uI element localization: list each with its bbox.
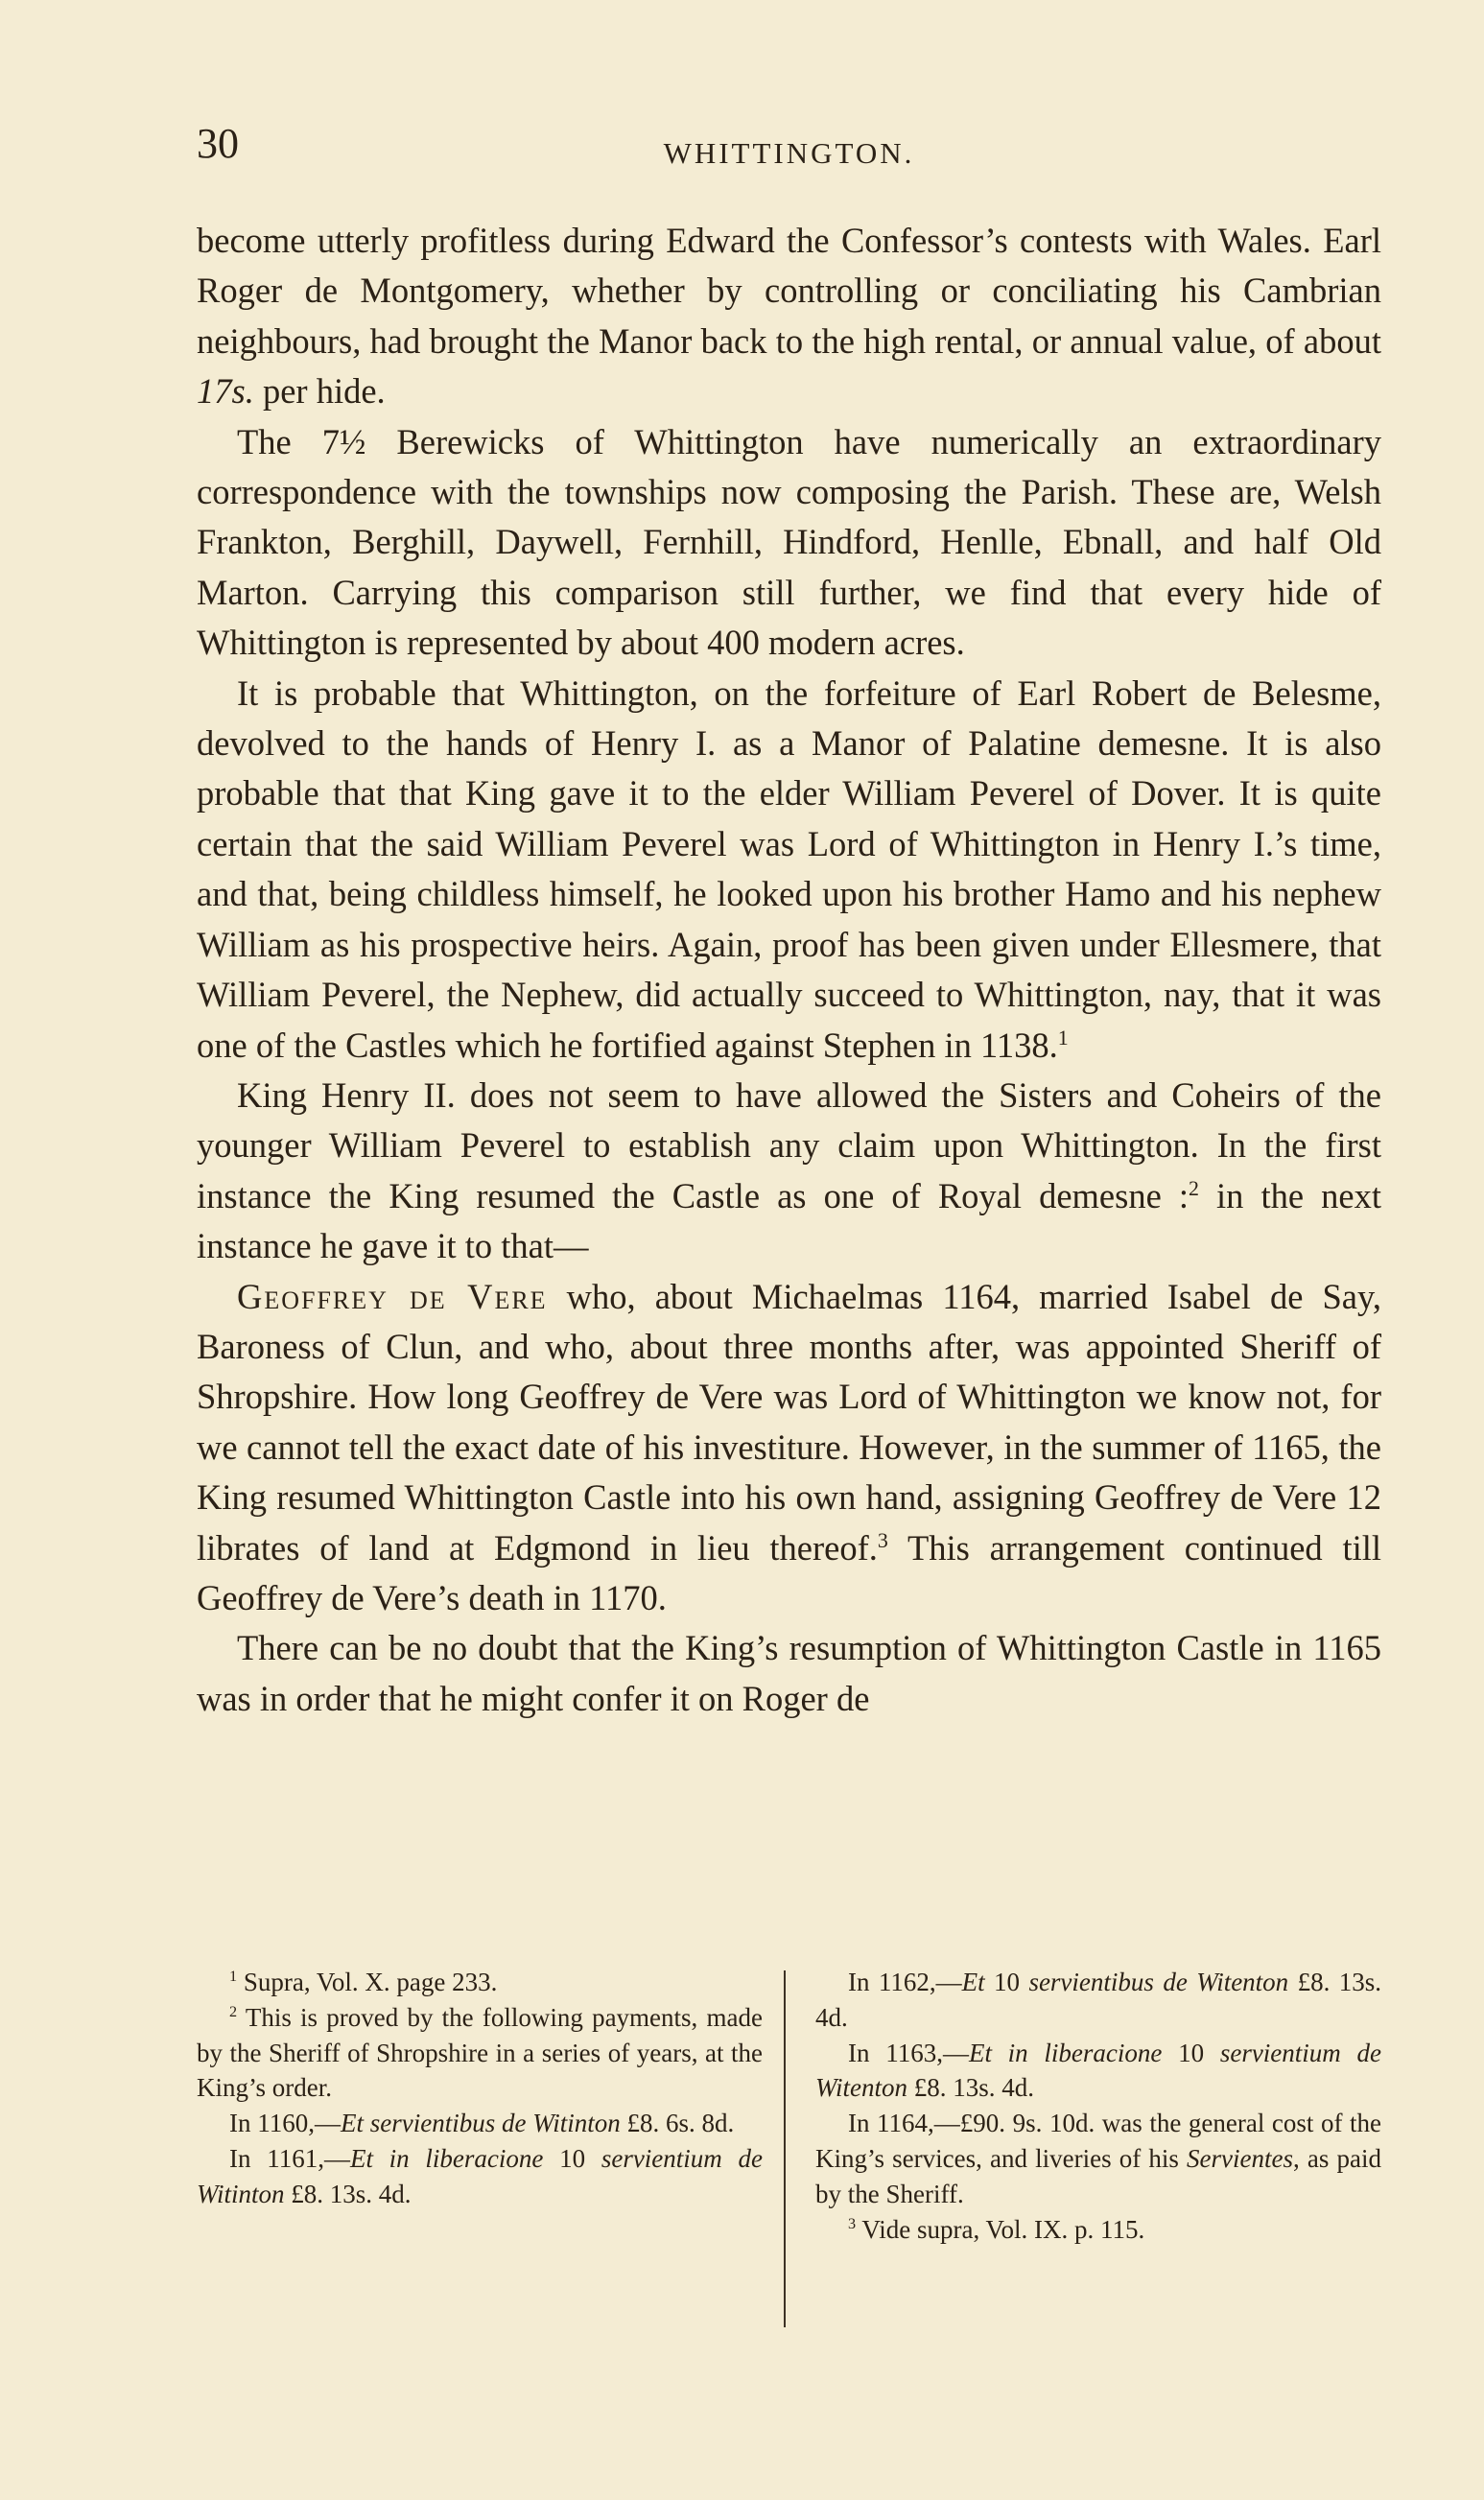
footnote-ref-2: 2 xyxy=(1189,1175,1199,1200)
rent-value: 17s. xyxy=(197,371,254,412)
paragraph-6: There can be no doubt that the King’s resumption of Whittington Castle in 1165 was in order that he might confer it on Roger de xyxy=(197,1628,1381,1718)
footnote-ref-3: 3 xyxy=(877,1527,888,1552)
footnote-2-1164: In 1164,—£90. 9s. 10d. was the general cost of the King’s services, and liveries of his Servientes, as paid by the Sheriff. xyxy=(815,2109,1381,2208)
page-number: 30 xyxy=(197,120,239,167)
main-text xyxy=(197,216,1381,1724)
section-name: Geoffrey de Vere xyxy=(237,1276,548,1316)
paragraph-3: It is probable that Whittington, on the forfeiture of Earl Robert de Belesme, devolved to the hands of Henry I. as a Manor of Palatine demesne. It is also probable that that King gave it to the elder William Peverel of Dover. It is quite certain that the said William Peverel was Lord of Whittington in Henry I.’s time, and that, being childless himself, he looked upon his brother Hamo and his nephew William as his prospective heirs. Again, proof has been given under Ellesmere, that William Peverel, the Nephew, did actually succeed to Whittington, nay, that it was one of the Castles which he fortified against Stephen in 1138.$^1$ xyxy=(197,672,1381,1065)
footnote-2-1163: In 1163,—Et in liberacione 10 servientium de Witenton £8. 13s. 4d. xyxy=(815,2038,1382,2103)
paragraph-1: become utterly profitless during Edward the Confessor’s contests with Wales. Earl Roger de Montgomery, whether by controlling or conciliating his Cambrian neighbours, had brought the Manor back to the high rental, or annual value, of about 17s. per hide. xyxy=(197,221,1381,412)
footnote-1: $^1$ Supra, Vol. X. page 233. xyxy=(229,1968,498,1996)
paragraph-2: The 7½ Berewicks of Whittington have numerically an extraordinary correspondence with the townships now composing the Parish. These are, Welsh Frankton, Berghill, Daywell, Fernhill, Hindford, Henlle, Ebnall, and half Old Marton. Carrying this comparison still further, we find that every hide of Whittington is represented by about 400 modern acres. xyxy=(197,421,1381,663)
footnote-2-1162: In 1162,—Et 10 servientibus de Witenton £8. 13s. 4d. xyxy=(815,1968,1381,2032)
paragraph-5: Geoffrey de Vere who, about Michaelmas 1164, married Isabel de Say, Baroness of Clun, and who, about three months after, was appointed Sheriff of Shropshire. How long Geoffrey de Vere was Lord of Whittington we know not, for we cannot tell the exact date of his investiture. However, in the summer of 1165, the King resumed Whittington Castle into his own hand, assigning Geoffrey de Vere 12 librates of land at Edgmond in lieu thereof.$^3$ This arrangement continued till Geoffrey de Vere’s death in 1170. xyxy=(197,1276,1382,1617)
footnotes-right-column xyxy=(815,1965,1381,2247)
footnote-ref-1: 1 xyxy=(1057,1025,1069,1050)
footnote-2: $^2$ This is proved by the following payments, made by the Sheriff of Shropshire in a series of years, at the King’s order. xyxy=(197,2002,763,2103)
column-divider xyxy=(784,1970,786,2327)
page-header xyxy=(197,120,1381,180)
footnotes xyxy=(197,1965,1381,2464)
footnotes-left-column xyxy=(197,1965,763,2212)
paragraph-4: King Henry II. does not seem to have allowed the Sisters and Coheirs of the younger William Peverel to establish any claim upon Whittington. In the first instance the King resumed the Castle as one of Royal demesne :$^2$ in the next instance he gave it to that— xyxy=(197,1074,1381,1266)
footnote-2-1161: In 1161,—Et in liberacione 10 servientium de Witinton £8. 13s. 4d. xyxy=(197,2143,764,2208)
running-head: WHITTINGTON. xyxy=(663,136,915,170)
footnote-2-1160: In 1160,—Et servientibus de Witinton £8. 6s. 8d. xyxy=(229,2109,735,2138)
footnote-3: $^3$ Vide supra, Vol. IX. p. 115. xyxy=(848,2214,1145,2244)
